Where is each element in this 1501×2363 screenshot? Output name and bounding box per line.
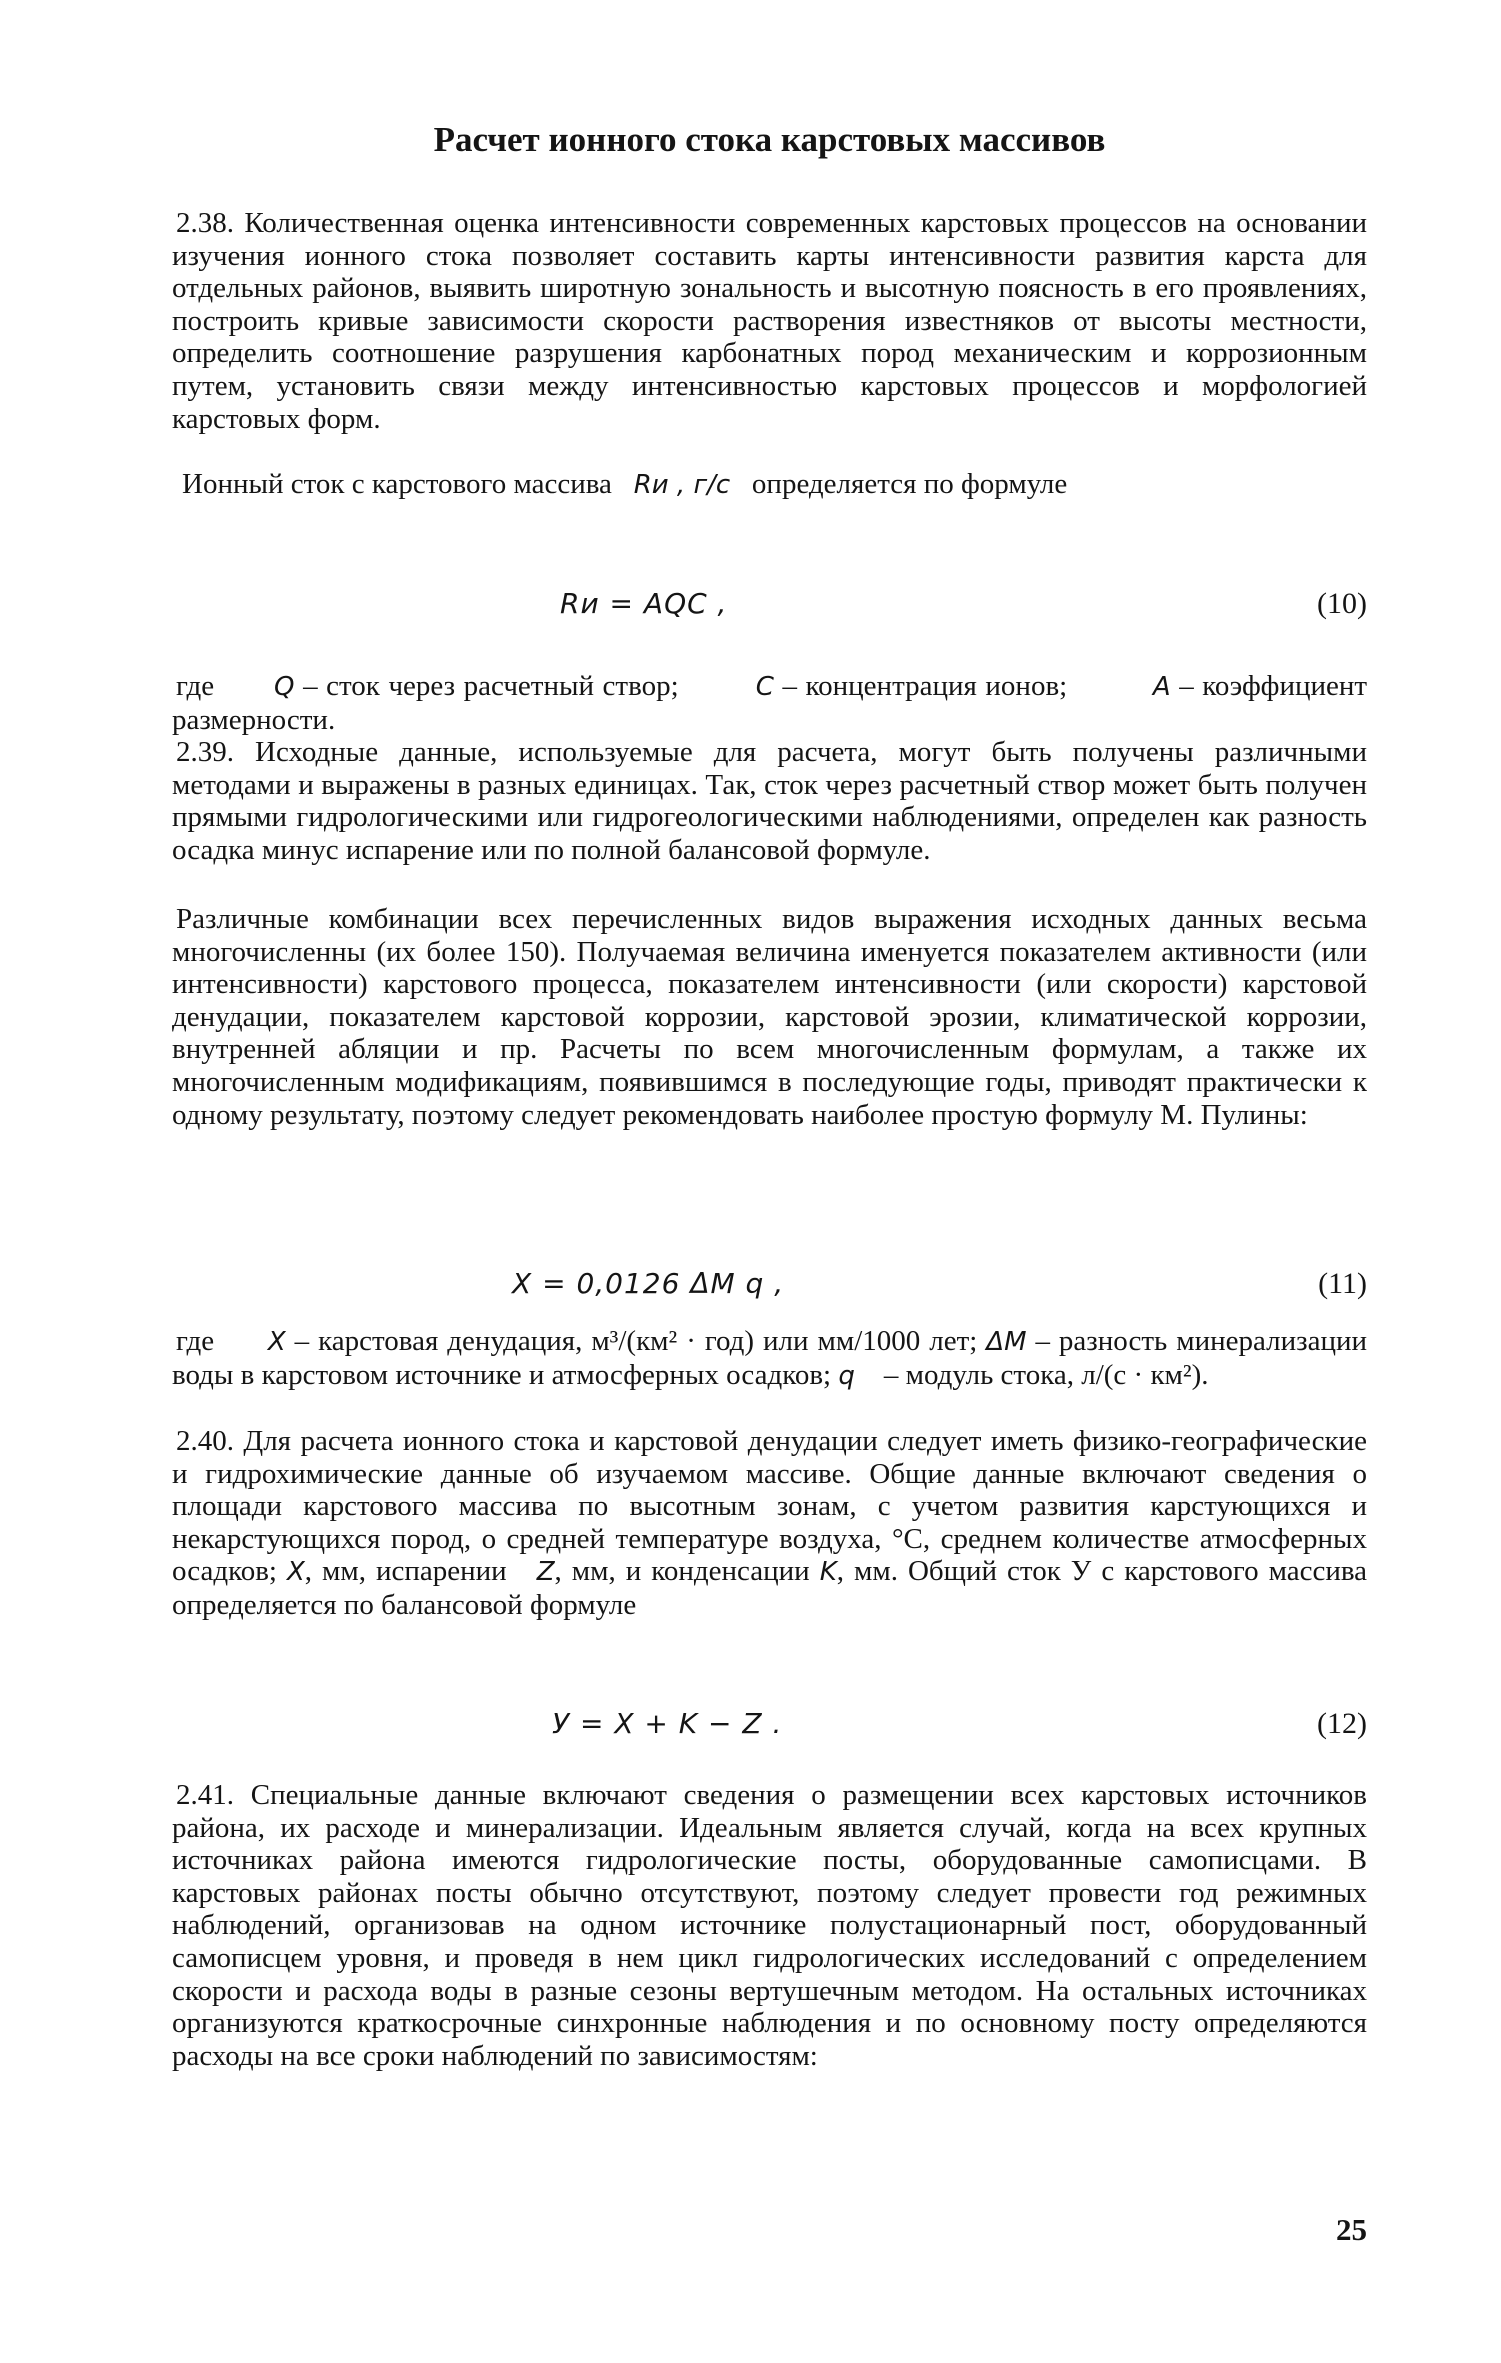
paragraph-2-40: 2.40. Для расчета ионного стока и карстовой денудации следует иметь физико-географические и гидрохимические данные об изучаемом массиве. Общие данные включают сведения о площади карстового массива по высотным зонам, с учетом развития карстующихся и некарстующихся пород, о средней температуре воздуха, °С, среднем количестве атмосферных осадков; X, мм, испарении Z, мм, и конденсации K, мм. Общий сток У с карстового массива определяется по балансовой формуле: [172, 1425, 1368, 1621]
paragraph-2-41: 2.41. Специальные данные включают сведения о размещении всех карстовых источников района, их расходе и минерализации. Идеальным является случай, когда на всех крупных источниках района имеются гидрологические посты, оборудованные самописцами. В карстовых районах посты обычно отсутствуют, поэтому следует провести год режимных наблюдений, организовав на одном источнике полустационарный пост, оборудованный самописцем уровня, и проведя в нем цикл гидрологических исследований с определением скорости и расхода воды в разные сезоны вертушечным методом. На остальных источниках организуются краткосрочные синхронные наблюдения и по основному посту определяются расходы на все сроки наблюдений по зависимостям:: [172, 1779, 1367, 2072]
p2-after: определяется по формуле: [751, 468, 1068, 500]
paragraph-ion-runoff: [172, 468, 1367, 502]
equation-12-number: (12): [1317, 1707, 1367, 1740]
equation-12: [172, 1704, 1367, 1744]
paragraph-2-39: 2.39. Исходные данные, используемые для расчета, могут быть получены различными методами и выражены в разных единицах. Так, сток через расчетный створ может быть получен прямыми гидрологическими или гидрогеологическими наблюдениями, определен как разность осадка минус испарение или по полной балансовой формуле.: [172, 736, 1367, 866]
equation-10: [172, 584, 1367, 624]
equation-10-legend: где Q – сток через расчетный створ; C – концентрация ионов; A – коэффициент размерности.: [172, 670, 1368, 736]
page-number: 25: [1336, 2212, 1367, 2247]
equation-11-number: (11): [1318, 1267, 1367, 1300]
paragraph-combinations: Различные комбинации всех перечисленных видов выражения исходных данных весьма многочисленны (их более 150). Получаемая величина именуется показателем активности (или интенсивности) карстового процесса, показателем интенсивности (или скорости) карстовой денудации, показателем карстовой коррозии, карстовой эрозии, климатической коррозии, внутренней абляции и пр. Расчеты по всем многочисленным формулам, а также их многочисленным модификациям, появившимся в последующие годы, приводят практически к одному результату, поэтому следует рекомендовать наиболее простую формулу М. Пулины:: [172, 903, 1367, 1131]
p2-before: Ионный сток с карстового массива: [182, 468, 612, 500]
paragraph-2-38: 2.38. Количественная оценка интенсивности современных карстовых процессов на основании изучения ионного стока позволяет составить карты интенсивности развития карста для отдельных районов, выявить широтную зональность и высотную поясность в его проявлениях, построить кривые зависимости скорости растворения известняков от высоты местности, определить соотношение разрушения карбонатных пород механическим и коррозионным путем, установить связи между интенсивностью карстовых процессов и морфологией карстовых форм.: [172, 207, 1367, 435]
equation-10-number: (10): [1317, 587, 1367, 620]
equation-12-formula: У = X + K − Z .: [552, 1707, 783, 1740]
equation-11: [172, 1264, 1367, 1304]
section-title: Расчет ионного стока карстовых массивов: [433, 120, 1106, 159]
equation-11-legend: где X – карстовая денудация, м³/(км² · год) или мм/1000 лет; ΔM – разность минерализации воды в карстовом источнике и атмосферных осадков; q – модуль стока, л/(с · км²).: [172, 1325, 1368, 1391]
ion-runoff-symbol: Rи , г/с: [633, 470, 731, 500]
equation-11-formula: X = 0,0126 ΔM q ,: [512, 1267, 785, 1300]
equation-10-formula: Rи = AQC ,: [560, 587, 728, 620]
